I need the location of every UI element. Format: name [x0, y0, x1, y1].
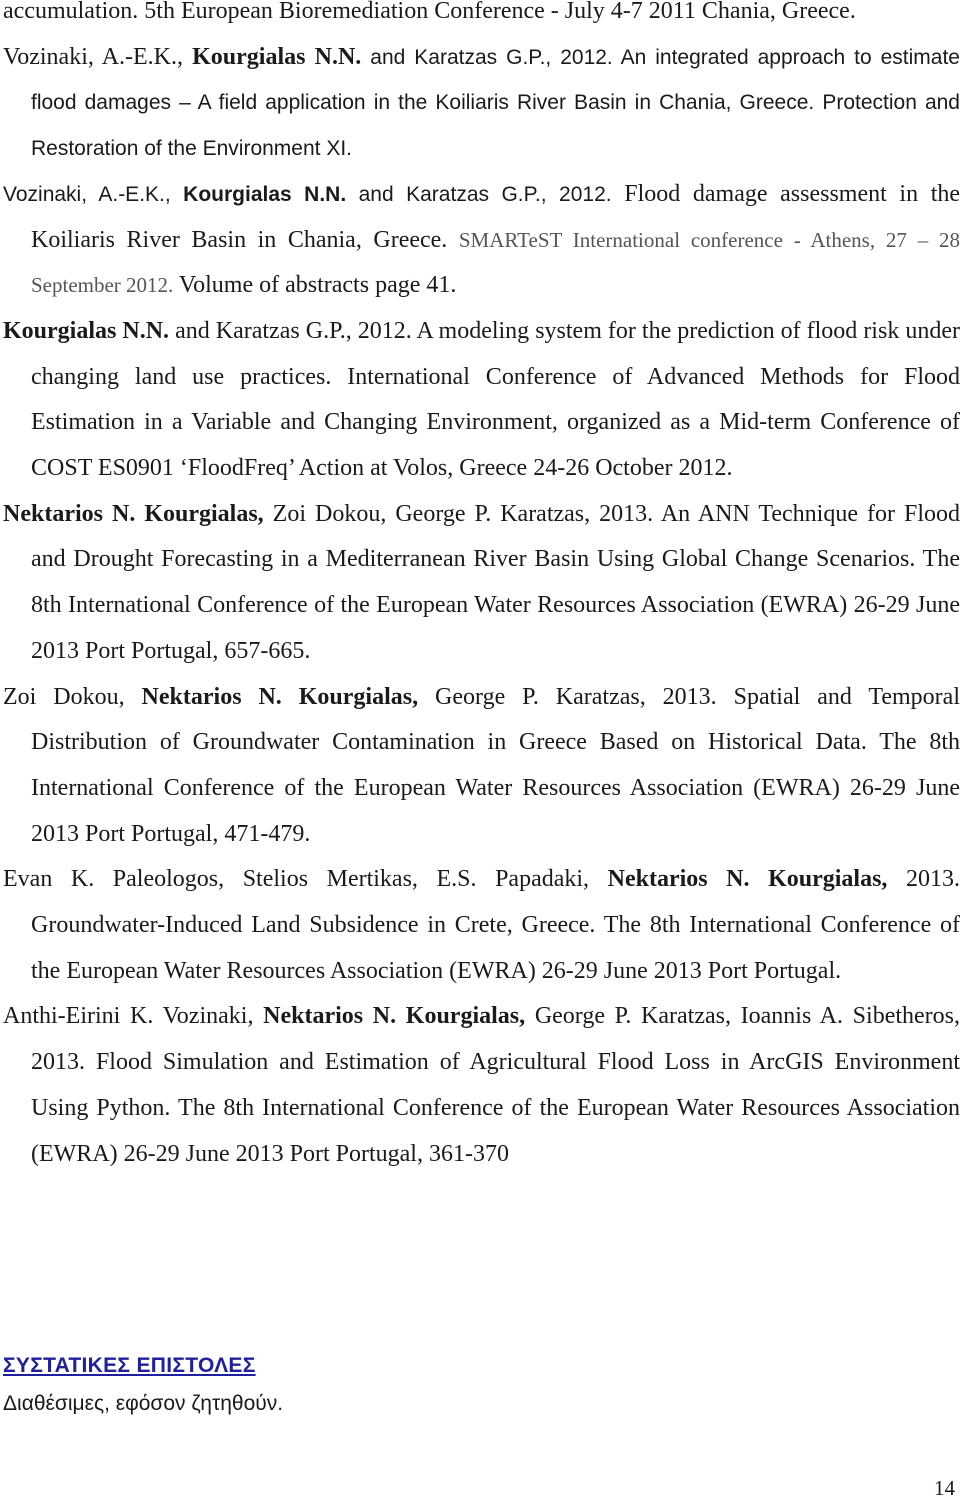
reference-entry [0, 994, 960, 1177]
reference-text: Zoi Dokou, George P. Karatzas, 2013. An ANN Technique for Flood and Drought Forecasting in a Mediterranean River Basin Using Global Change Scenarios. The 8th International Conference of the European Water Resources Association (EWRA) 26-29 June 2013 Port Portugal, 657-665. [31, 500, 960, 664]
author-highlight: Nektarios N. Kourgialas, [607, 866, 888, 893]
reference-text: George P. Karatzas, 2013. Spatial and Temporal Distribution of Groundwater Contamination in Greece Based on Historical Data. The 8th International Conference of the European Water Resources Association (EWRA) 26-29 June 2013 Port Portugal, 471-479. [31, 683, 960, 847]
page-number: 14 [934, 1476, 955, 1500]
author-highlight: Kourgialas N.N. [183, 182, 347, 206]
reference-text: and Karatzas G.P., 2012. An integrated approach to estimate flood damages – A field application in the Koiliaris River Basin in Chania, Greece. Protection and Restoration of the Environment XI. [31, 45, 960, 161]
reference-text: Vozinaki, A.-E.K., [3, 43, 193, 70]
reference-text: George P. Karatzas, Ioannis A. Sibetheros, 2013. Flood Simulation and Estimation of Agricultural Flood Loss in ArcGIS Environment Using Python. The 8th International Conference of the European Water Resources Association (EWRA) 26-29 June 2013 Port Portugal, 361-370 [31, 1003, 960, 1167]
reference-text: SMARTeST International conference - Athens, 27 – 28 September 2012. [31, 227, 960, 298]
reference-text: accumulation. 5th European Bioremediation Conference - July 4-7 2011 Chania, Greece. [3, 0, 856, 24]
reference-text: Flood damage assessment in the Koiliaris River Basin in Chania, Greece. [31, 180, 960, 253]
reference-entry [0, 492, 960, 675]
reference-text: Volume of abstracts page 41. [173, 272, 457, 299]
reference-text: Anthi-Eirini K. Vozinaki, [3, 1003, 264, 1030]
author-highlight: Nektarios N. Kourgialas, [141, 683, 419, 710]
reference-text: and Karatzas G.P., 2012. A modeling system for the prediction of flood risk under changing land use practices. International Conference of Advanced Methods for Flood Estimation in a Variable and Changing Environment, organized as a Mid-term Conference of COST ES0901 ‘FloodFreq’ Action at Volos, Greece 24-26 October 2012. [31, 317, 960, 482]
section-text: Διαθέσιμες, εφόσον ζητηθούν. [3, 1392, 284, 1415]
author-highlight: Nektarios N. Kourgialas, [3, 500, 264, 527]
reference-entry [0, 0, 960, 35]
reference-text: and Karatzas G.P., 2012. [346, 182, 612, 206]
section-title: ΣΥΣΤΑΤΙΚΕΣ ΕΠΙΣΤΟΛΕΣ [3, 1354, 256, 1377]
reference-text: 2013. Groundwater-Induced Land Subsidence in Crete, Greece. The 8th International Conference of the European Water Resources Association (EWRA) 26-29 June 2013 Port Portugal. [31, 866, 960, 984]
reference-text: Vozinaki, A.-E.K., [3, 182, 184, 206]
author-highlight: Kourgialas N.N. [192, 43, 362, 70]
reference-entry [0, 309, 960, 492]
reference-entry [0, 675, 960, 858]
author-highlight: Nektarios N. Kourgialas, [263, 1003, 526, 1030]
reference-entry [0, 35, 960, 172]
reference-text: Zoi Dokou, [3, 683, 142, 710]
author-highlight: Kourgialas N.N. [3, 317, 170, 344]
reference-entry [0, 172, 960, 309]
reference-text: Evan K. Paleologos, Stelios Mertikas, E.S. Papadaki, [3, 866, 608, 893]
reference-entry [0, 857, 960, 994]
